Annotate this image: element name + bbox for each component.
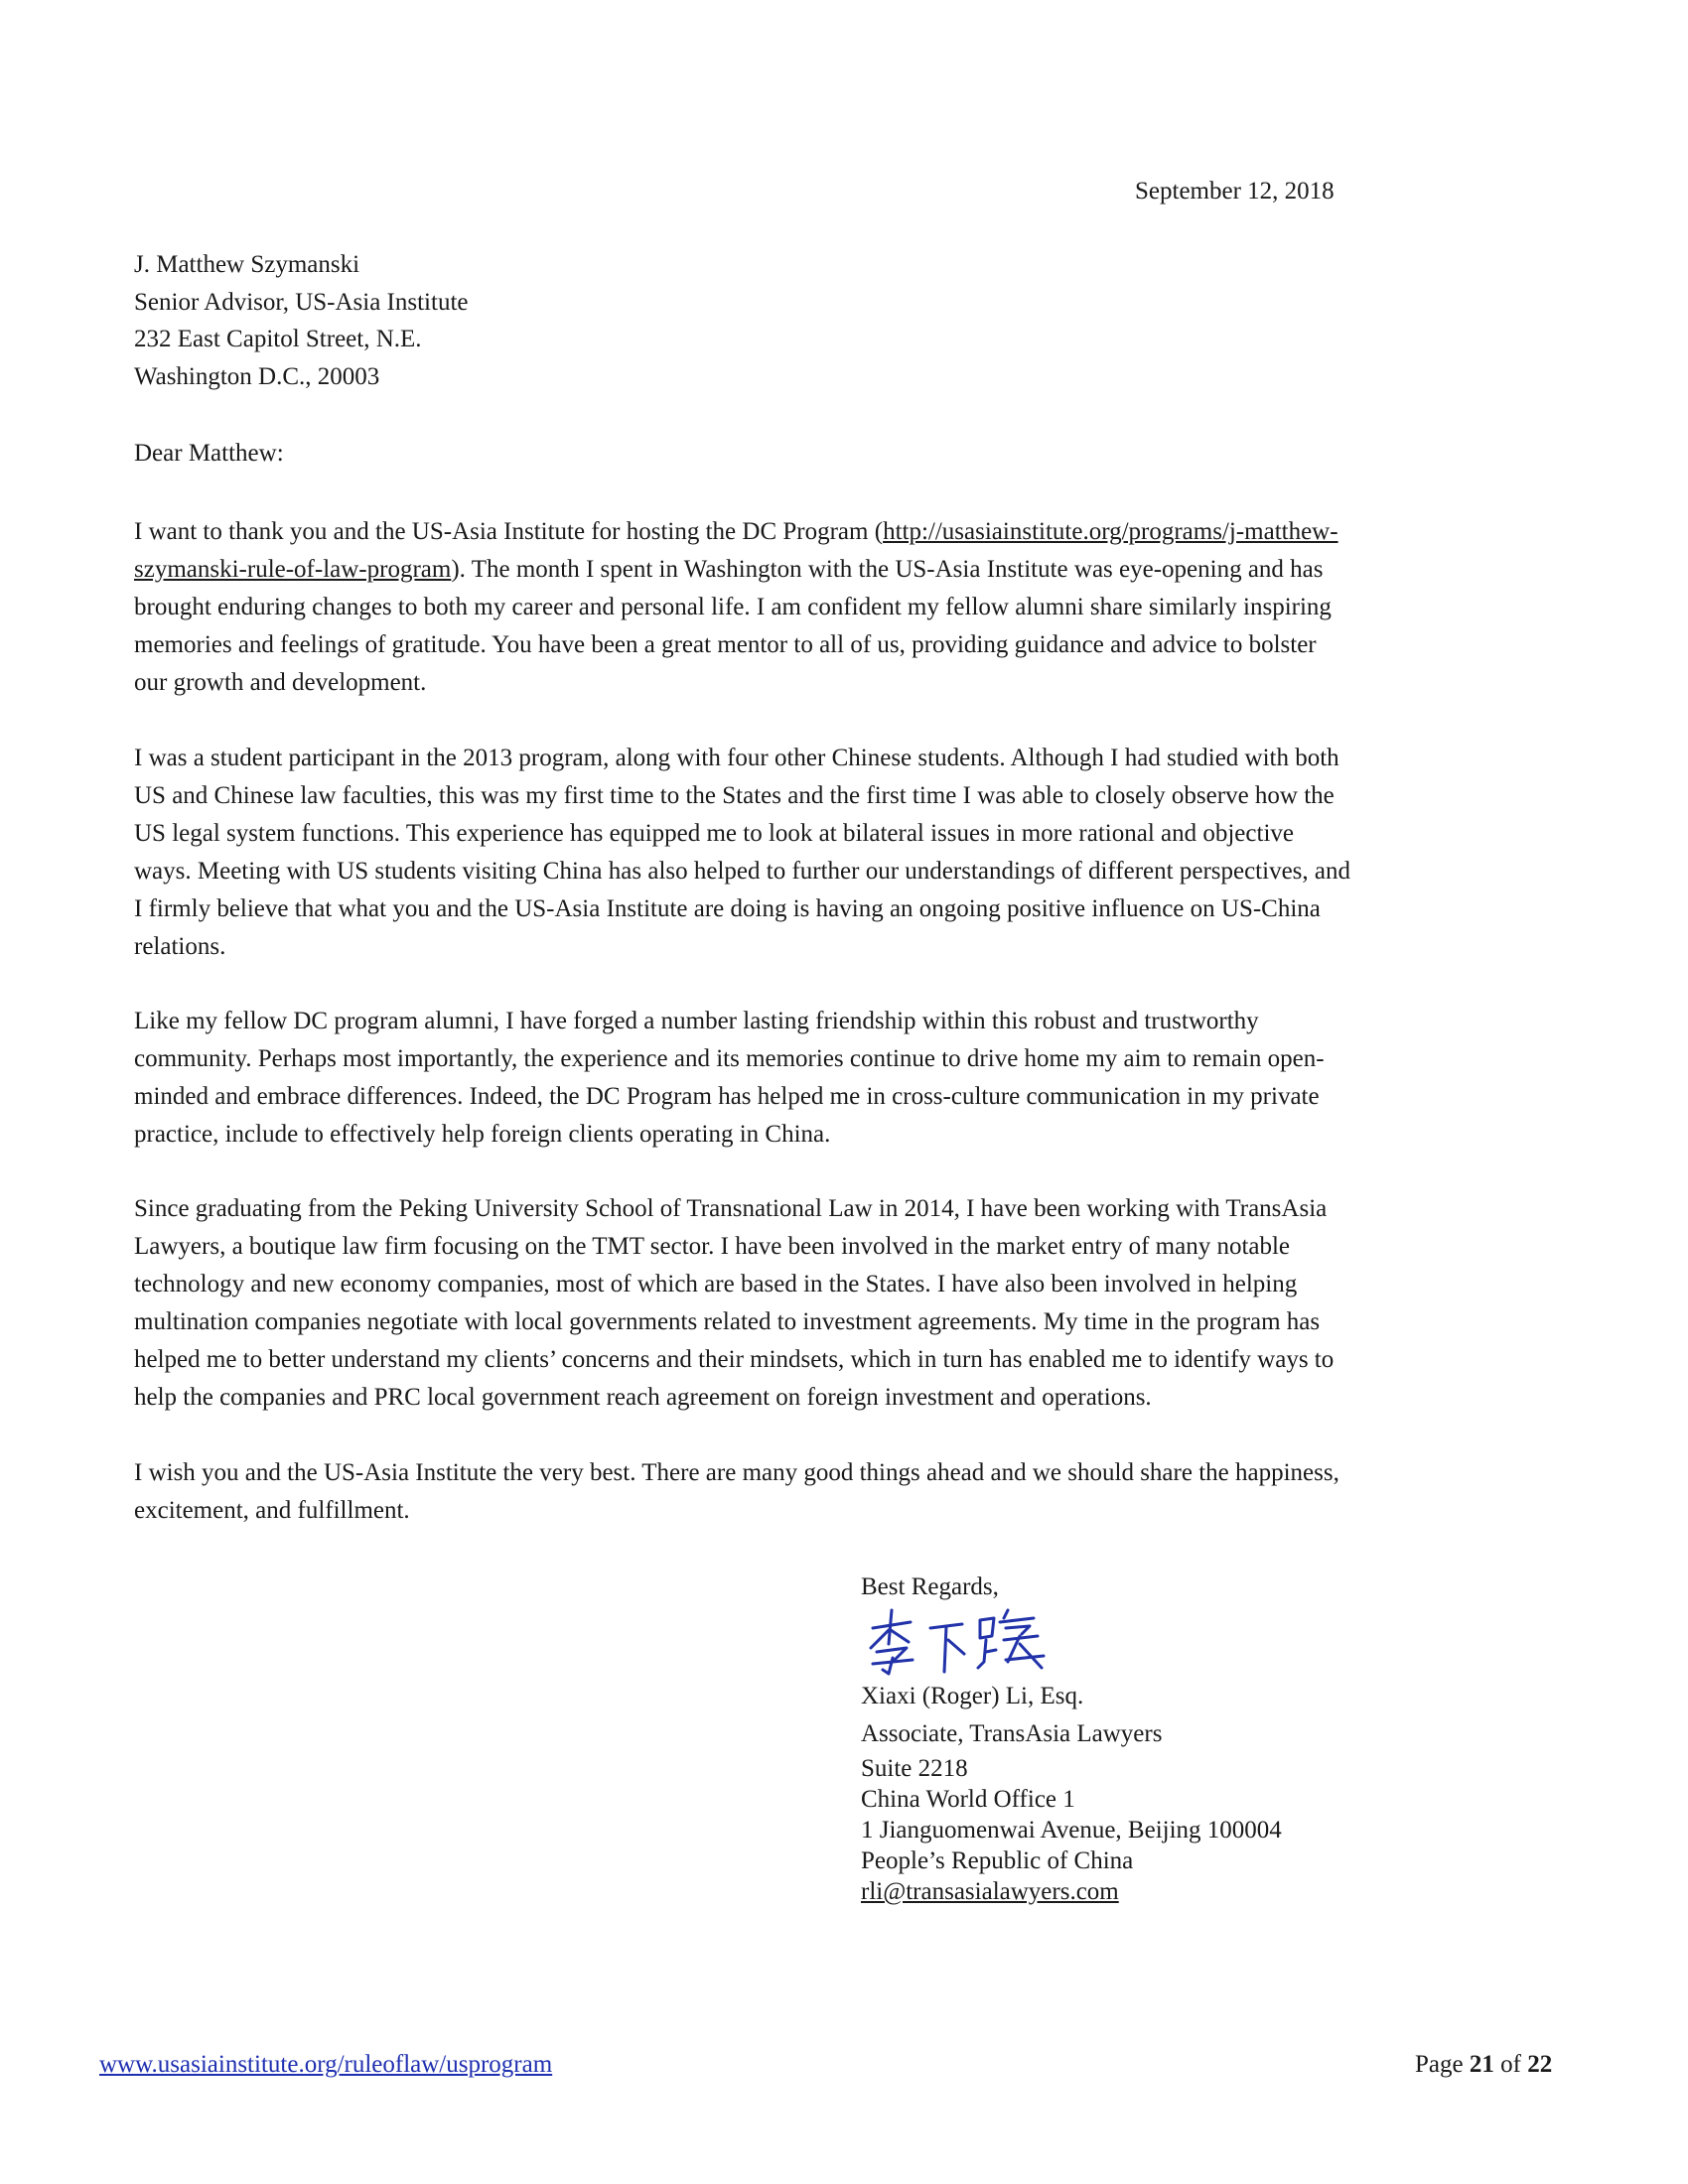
- paragraph-line: excitement, and fulfillment.: [134, 1497, 410, 1524]
- paragraph-line: I firmly believe that what you and the US-Asia Institute are doing is having an ongoing positive influence on US-China: [134, 895, 1321, 922]
- recipient-city: Washington D.C., 20003: [134, 362, 380, 390]
- paragraph-line: [134, 551, 1475, 589]
- paragraph-line: brought enduring changes to both my career and personal life. I am confident my fellow alumni share similarly inspiring: [134, 594, 1332, 620]
- sender-email-link[interactable]: rli@transasialawyers.com: [861, 1878, 1119, 1905]
- recipient-name: J. Matthew Szymanski: [134, 251, 360, 278]
- sender-street: 1 Jianguomenwai Avenue, Beijing 100004: [861, 1817, 1282, 1843]
- paragraph-2: [134, 740, 1475, 966]
- page-label: Page: [1415, 2051, 1464, 2078]
- paragraph-line: I was a student participant in the 2013 program, along with four other Chinese students. Although I had studied with both: [134, 745, 1339, 771]
- paragraph-line: community. Perhaps most importantly, the experience and its memories continue to drive home my aim to remain open-: [134, 1045, 1325, 1072]
- paragraph-line: relations.: [134, 933, 226, 960]
- paragraph-line: memories and feelings of gratitude. You have been a great mentor to all of us, providing guidance and advice to bolster: [134, 631, 1317, 658]
- handwritten-signature: [859, 1600, 1057, 1680]
- paragraph-line: helped me to better understand my clients’ concerns and their mindsets, which in turn has enabled me to identify ways to: [134, 1346, 1335, 1373]
- paragraph-line: US legal system functions. This experience has equipped me to look at bilateral issues in more rational and objective: [134, 820, 1294, 847]
- program-url-link-cont[interactable]: szymanski-rule-of-law-program: [134, 556, 452, 583]
- paragraph-5: [134, 1454, 1475, 1530]
- paragraph-line: Like my fellow DC program alumni, I have forged a number lasting friendship within this robust and trustworthy: [134, 1008, 1259, 1034]
- paragraph-4: [134, 1190, 1475, 1417]
- page-current: 21: [1469, 2051, 1494, 2078]
- paragraph-line: US and Chinese law faculties, this was my first time to the States and the first time I was able to closely observe how the: [134, 782, 1335, 809]
- paragraph-line: I wish you and the US-Asia Institute the very best. There are many good things ahead and we should share the happiness,: [134, 1459, 1339, 1486]
- paragraph-line: ways. Meeting with US students visiting China has also helped to further our understandings of different perspectives, and: [134, 858, 1350, 885]
- paragraph-1: [134, 513, 1475, 702]
- recipient-address: [134, 246, 829, 395]
- paragraph-line: [134, 513, 1475, 551]
- paragraph-line: our growth and development.: [134, 669, 427, 696]
- sender-country: People’s Republic of China: [861, 1847, 1134, 1874]
- page-total: 22: [1527, 2051, 1553, 2078]
- sender-suite: Suite 2218: [861, 1755, 968, 1782]
- text-span: ). The month I spent in Washington with the US-Asia Institute was eye-opening and has: [451, 556, 1324, 583]
- paragraph-line: technology and new economy companies, most of which are based in the States. I have also been involved in helping: [134, 1271, 1298, 1297]
- paragraph-line: Since graduating from the Peking University School of Transnational Law in 2014, I have been working with TransAsia: [134, 1195, 1328, 1222]
- sender-name: Xiaxi (Roger) Li, Esq.: [861, 1683, 1084, 1709]
- page-of: of: [1500, 2051, 1521, 2078]
- paragraph-3: [134, 1003, 1475, 1154]
- recipient-street: 232 East Capitol Street, N.E.: [134, 326, 422, 352]
- letter-date: September 12, 2018: [1135, 178, 1335, 205]
- program-url-link[interactable]: http://usasiainstitute.org/programs/j-matthew-: [883, 518, 1338, 545]
- sender-title: Associate, TransAsia Lawyers: [861, 1720, 1163, 1747]
- paragraph-line: help the companies and PRC local government reach agreement on foreign investment and operations.: [134, 1384, 1152, 1411]
- footer-url-link[interactable]: www.usasiainstitute.org/ruleoflaw/usprogram: [99, 2051, 553, 2078]
- paragraph-line: practice, include to effectively help foreign clients operating in China.: [134, 1121, 831, 1148]
- sender-building: China World Office 1: [861, 1786, 1075, 1813]
- sender-block: [861, 1678, 1282, 1907]
- paragraph-line: minded and embrace differences. Indeed, the DC Program has helped me in cross-culture communication in my private: [134, 1083, 1320, 1110]
- page-number: [1415, 2049, 1552, 2081]
- signoff: Best Regards,: [861, 1573, 999, 1600]
- paragraph-line: multination companies negotiate with local governments related to investment agreements. My time in the program has: [134, 1308, 1321, 1335]
- text-span: I want to thank you and the US-Asia Institute for hosting the DC Program (: [134, 518, 884, 545]
- paragraph-line: Lawyers, a boutique law firm focusing on the TMT sector. I have been involved in the market entry of many notable: [134, 1233, 1291, 1260]
- salutation: Dear Matthew:: [134, 440, 284, 467]
- recipient-title: Senior Advisor, US-Asia Institute: [134, 288, 469, 316]
